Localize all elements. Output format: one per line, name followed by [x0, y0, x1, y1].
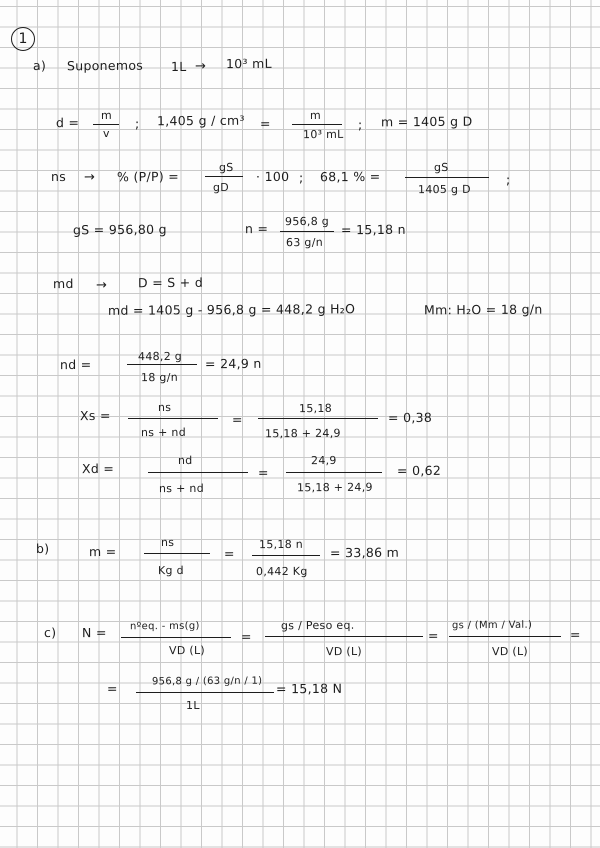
- times-hundred: · 100: [255, 168, 290, 185]
- fraction-bar: [121, 637, 231, 638]
- xs-den-value: 15,18 + 24,9: [264, 426, 341, 441]
- separator: ;: [134, 115, 140, 132]
- equals-sign: =: [223, 545, 235, 562]
- normality-num-4: 956,8 g / (63 g/n / 1): [151, 675, 263, 688]
- separator: ;: [357, 116, 363, 133]
- equals-sign: =: [427, 627, 439, 644]
- density-lhs: d =: [55, 114, 80, 131]
- fraction-bar: [136, 692, 274, 693]
- xd-result: = 0,62: [396, 462, 442, 479]
- volume-liters: 1L: [170, 58, 187, 75]
- fraction-bar: [286, 472, 382, 473]
- gs-value: gS = 956,80 g: [72, 221, 167, 238]
- normality-num-3: gs / (Mm / Val.): [451, 619, 533, 632]
- normality-den-4: 1L: [185, 698, 200, 713]
- mass-symbol: m: [309, 108, 322, 123]
- part-c-label: c): [43, 624, 57, 641]
- fraction-bar: [449, 636, 561, 637]
- part-b-label: b): [35, 540, 50, 557]
- molality-num: ns: [160, 535, 175, 550]
- md-calculation: md = 1405 g - 956,8 g = 448,2 g H₂O: [107, 301, 356, 318]
- gs-symbol: gS: [218, 160, 234, 175]
- molar-mass: 63 g/n: [285, 235, 324, 250]
- xd-lhs: Xd =: [81, 460, 115, 477]
- fraction-bar: [265, 636, 423, 637]
- mass-result: m = 1405 g D: [380, 113, 473, 130]
- fraction-bar: [148, 472, 248, 473]
- nd-den: 18 g/n: [140, 370, 179, 385]
- normality-num-2: gs / Peso eq.: [280, 618, 355, 633]
- volume-ml: 10³ mL: [225, 55, 272, 72]
- xs-result: = 0,38: [387, 409, 433, 426]
- density-value: 1,405 g / cm³: [156, 112, 245, 129]
- fraction-bar: [205, 176, 243, 177]
- xs-lhs: Xs =: [79, 407, 111, 424]
- mass-denominator: 1405 g D: [417, 182, 471, 197]
- xd-den: ns + nd: [158, 481, 205, 496]
- xd-den-value: 15,18 + 24,9: [296, 480, 373, 495]
- separator: ;: [505, 171, 511, 188]
- nd-result: = 24,9 n: [204, 355, 262, 372]
- arrow-icon: →: [83, 169, 96, 186]
- assumption-text: Suponemos: [66, 57, 144, 74]
- normality-num: nºeq. - ms(g): [129, 620, 200, 633]
- xd-num-value: 24,9: [310, 453, 337, 468]
- molality-lhs: m =: [88, 543, 117, 560]
- normality-result: = 15,18 N: [275, 680, 343, 697]
- molality-den: Kg d: [157, 563, 184, 578]
- separator: ;: [298, 169, 304, 186]
- molality-den-value: 0,442 Kg: [255, 564, 308, 579]
- water-molar-mass: Mm: H₂O = 18 g/n: [423, 301, 543, 318]
- molality-num-value: 15,18 n: [258, 537, 304, 552]
- equals-sign: =: [231, 411, 243, 428]
- volume-denominator: 10³ mL: [302, 127, 344, 142]
- n-result: = 15,18 n: [340, 221, 406, 238]
- nd-lhs: nd =: [59, 356, 92, 373]
- arrow-icon: →: [95, 277, 108, 294]
- gs-symbol: gS: [433, 160, 449, 175]
- n-lhs: n =: [244, 220, 269, 237]
- fraction-bar: [280, 231, 334, 232]
- equals-sign: =: [106, 680, 118, 697]
- xs-num: ns: [157, 400, 172, 415]
- gs-mass: 956,8 g: [284, 214, 330, 229]
- problem-number: 1: [11, 27, 35, 51]
- fraction-bar: [144, 553, 210, 554]
- fraction-bar: [405, 177, 489, 178]
- equals-sign: =: [240, 628, 252, 645]
- fraction-bar: [258, 418, 378, 419]
- normality-lhs: N =: [81, 624, 107, 641]
- fraction-bar: [128, 418, 218, 419]
- mass-balance: D = S + d: [137, 274, 204, 291]
- xs-den: ns + nd: [140, 425, 187, 440]
- nd-num: 448,2 g: [137, 349, 183, 364]
- xs-num-value: 15,18: [298, 401, 333, 416]
- part-a-label: a): [32, 57, 47, 74]
- density-num: m: [100, 108, 113, 123]
- percent-value: 68,1 % =: [319, 168, 381, 185]
- ns-lhs: ns: [50, 168, 67, 185]
- gd-symbol: gD: [212, 180, 230, 195]
- equals-sign: =: [257, 464, 269, 481]
- equals-sign: =: [259, 115, 271, 132]
- fraction-bar: [93, 124, 119, 125]
- arrow-icon: →: [194, 58, 207, 75]
- density-den: v: [102, 126, 110, 141]
- normality-den-2: VD (L): [325, 644, 363, 659]
- normality-den: VD (L): [168, 643, 206, 658]
- fraction-bar: [252, 555, 320, 556]
- equals-sign: =: [569, 626, 581, 643]
- fraction-bar: [292, 124, 342, 125]
- xd-num: nd: [177, 453, 193, 468]
- normality-den-3: VD (L): [491, 644, 529, 659]
- percent-pp: % (P/P) =: [116, 168, 180, 185]
- fraction-bar: [127, 364, 197, 365]
- md-lhs: md: [52, 275, 74, 292]
- molality-result: = 33,86 m: [329, 544, 400, 561]
